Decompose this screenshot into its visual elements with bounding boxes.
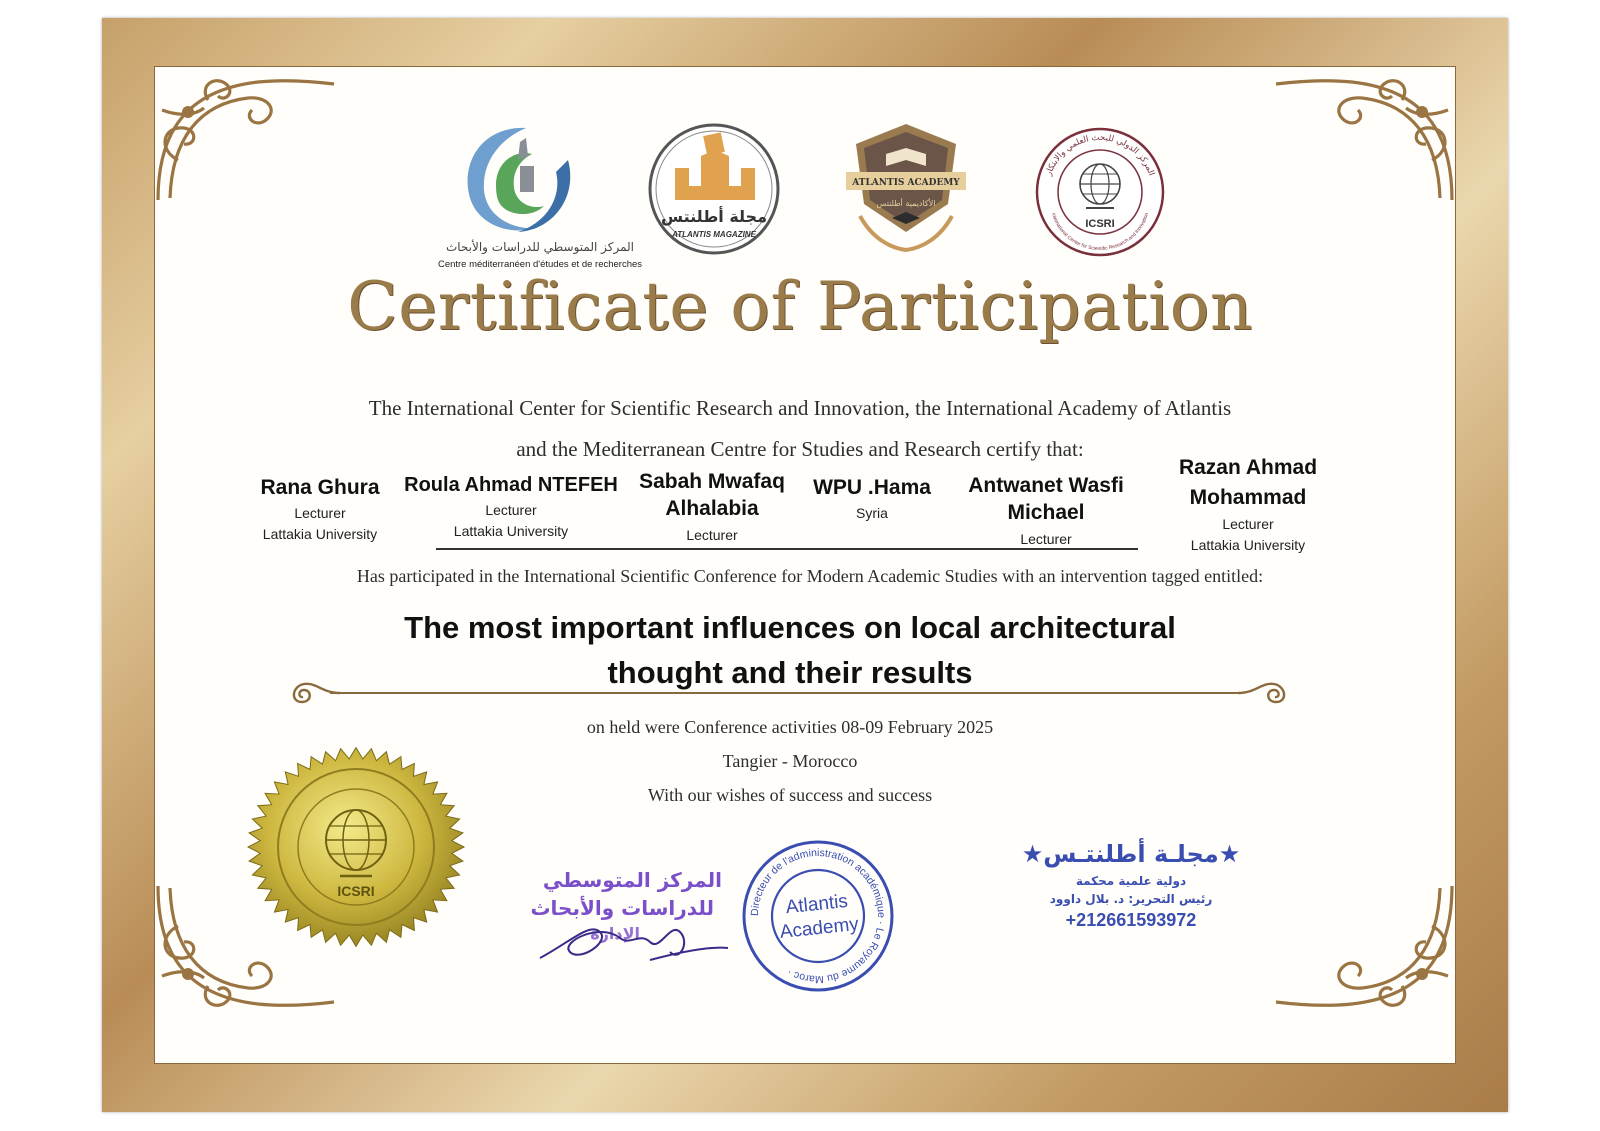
participant: [628, 468, 796, 546]
magazine-stamp-title: ★مجلـة أطلنتـس★: [1021, 840, 1241, 868]
stamp-line1: المركز المتوسطي: [542, 868, 722, 892]
paper-title-line1: The most important influences on local architectural: [404, 610, 1176, 645]
participant-role: Lecturer: [485, 502, 537, 518]
conference-place: Tangier - Morocco: [722, 751, 858, 771]
stamp-ring-text: Directeur de l'administration académique · Le Royaume du Maroc ·: [748, 846, 888, 986]
icsri-logo: [1034, 126, 1166, 258]
magazine-logo-arabic: مجلة أطلنتس: [660, 207, 768, 226]
participant: [802, 473, 942, 524]
magazine-stamp-line1: دولية علمية محكمة: [1075, 874, 1187, 888]
participant-role: Lecturer: [294, 505, 346, 522]
stamp-academy: Academy: [778, 913, 860, 944]
participant-name: WPU .Hama: [813, 476, 931, 499]
participant: [240, 473, 400, 545]
atlantis-magazine-logo: [645, 120, 783, 258]
participant-role: Lecturer: [1020, 530, 1072, 547]
academy-logo-english: ATLANTIS ACADEMY: [852, 178, 960, 188]
mediterranean-centre-logo: [456, 120, 581, 240]
mediterranean-logo-french: Centre méditerranéen d'études et de recherches: [437, 259, 643, 270]
certify-statement-line1: The International Center for Scientific Research and Innovation, the International Academy of Atlantis: [368, 396, 1232, 420]
participant-university: Lattakia University: [1190, 536, 1306, 553]
icsri-logo-arabic: المركز الدولي للبحث العلمي والابتكار: [1043, 132, 1157, 178]
certify-statement-line2: and the Mediterranean Centre for Studies and Research certify that:: [516, 437, 1084, 461]
participant-location: Syria: [856, 505, 888, 522]
corner-ornament-top-left: [148, 70, 338, 210]
atlantis-academy-stamp: [738, 836, 898, 996]
participation-statement: Has participated in the International Scientific Conference for Modern Academic Studies with an intervention tagged entitled:: [356, 566, 1264, 586]
divider-scroll-right: [1236, 678, 1296, 708]
divider-scroll-left: [282, 678, 342, 708]
corner-ornament-top-right: [1272, 70, 1462, 210]
icsri-logo-english-full: International Center for Scientific Research and Innovation: [1049, 212, 1151, 253]
academy-logo-arabic: الأكاديمية أطلنتس: [876, 199, 936, 208]
stamp-line2: للدراسات والأبحاث: [530, 896, 714, 920]
magazine-stamp-line2: رئيس التحرير: د. بلال داوود: [1049, 892, 1213, 906]
participant-name: Antwanet Wasfi Michael: [968, 474, 1124, 525]
certificate-title: Certificate of Participation: [347, 268, 1253, 345]
participant: [398, 471, 624, 542]
participant-university: Lattakia University: [262, 526, 378, 543]
participant-name: Rana Ghura: [260, 476, 380, 499]
participant-role: Lecturer: [1222, 515, 1274, 532]
seal-label: ICSRI: [337, 883, 375, 899]
corner-ornament-bottom-right: [1272, 876, 1462, 1016]
paper-title-line2: thought and their results: [607, 654, 973, 690]
icsri-logo-label: ICSRI: [1085, 218, 1115, 230]
closing-wishes: With our wishes of success and success: [647, 785, 933, 805]
participant-name: Razan Ahmad Mohammad: [1178, 456, 1318, 510]
gold-seal: [236, 736, 476, 958]
mediterranean-logo-arabic: المركز المتوسطي للدراسات والأبحاث: [445, 240, 635, 254]
ornamental-divider: [330, 692, 1240, 694]
svg-text:Directeur de l'administration: [749, 847, 887, 985]
participant: [1158, 453, 1338, 556]
magazine-logo-english: ATLANTIS MAGAZINE: [672, 230, 756, 239]
stamp-line3: الإدارة: [590, 924, 640, 943]
paper-title: [300, 606, 1280, 696]
mediterranean-stamp: [520, 862, 730, 972]
atlantis-magazine-stamp: [1006, 840, 1256, 944]
conference-date: on held were Conference activities 08-09 February 2025: [586, 717, 994, 737]
participant-name: Sabah Mwafaq Alhalabia: [639, 470, 785, 521]
stamp-atlantis: Atlantis: [784, 890, 849, 919]
magazine-stamp-phone: +212661593972: [1065, 910, 1197, 930]
participant-name: Roula Ahmad NTEFEH: [404, 474, 618, 496]
names-underline: [436, 548, 1138, 550]
atlantis-academy-logo: [838, 120, 974, 258]
participant: [952, 472, 1140, 550]
signature: [530, 902, 730, 972]
participant-university: Lattakia University: [453, 523, 569, 539]
participant-role: Lecturer: [686, 526, 738, 543]
